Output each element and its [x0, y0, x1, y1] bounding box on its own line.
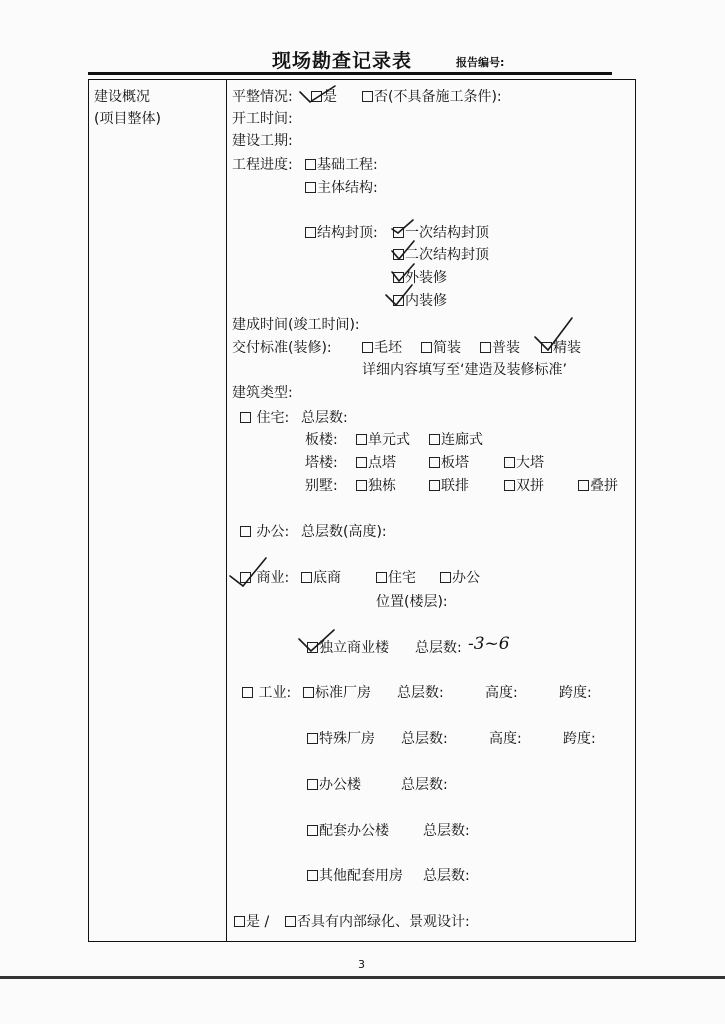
option-label: 标准厂房 — [315, 685, 371, 701]
option-label: 办公: — [256, 524, 290, 540]
option-label: 板塔 — [441, 455, 469, 471]
leveling-no-option[interactable] — [362, 89, 502, 105]
option-label: 否具有内部绿化、景观设计: — [297, 914, 470, 930]
option-label: 独立商业楼 — [319, 640, 389, 656]
option-label: 毛坯 — [374, 340, 402, 356]
slab-label: 板楼: — [305, 432, 338, 448]
villa-option[interactable] — [504, 478, 544, 494]
table-right-border — [635, 79, 636, 942]
topping-first-option[interactable] — [393, 225, 489, 241]
checkbox[interactable] — [429, 434, 440, 445]
delivery-option[interactable] — [421, 340, 461, 356]
exterior-option[interactable] — [393, 270, 447, 286]
standalone-floors-value: -3~6 — [468, 634, 510, 654]
option-label: 连廊式 — [441, 432, 483, 448]
option-label: 大塔 — [516, 455, 544, 471]
checkbox-checked[interactable] — [307, 642, 318, 653]
building-type-label: 建筑类型: — [232, 385, 293, 401]
header-rule — [88, 72, 612, 75]
height-label: 高度: — [485, 685, 518, 701]
residential-floors-label: 总层数: — [301, 410, 348, 426]
topping-second-option[interactable] — [393, 247, 489, 263]
option-label: 独栋 — [368, 478, 396, 494]
option-label: 内装修 — [405, 293, 447, 309]
option-label: 叠拼 — [590, 478, 618, 494]
checkbox[interactable] — [240, 412, 251, 423]
leveling-yes-option[interactable] — [311, 89, 337, 105]
delivery-option[interactable] — [541, 340, 581, 356]
checkbox[interactable] — [307, 870, 318, 881]
checkbox-checked[interactable] — [541, 342, 552, 353]
foundation-option[interactable] — [305, 157, 378, 173]
start-time-label: 开工时间: — [232, 111, 293, 127]
main-structure-option[interactable] — [305, 180, 378, 196]
option-label: 其他配套用房 — [319, 868, 403, 884]
checkbox-checked[interactable] — [393, 249, 404, 260]
position-label: 位置(楼层): — [376, 594, 448, 610]
checkbox[interactable] — [376, 572, 387, 583]
tower-option[interactable] — [429, 455, 469, 471]
option-label: 主体结构: — [317, 180, 378, 196]
checkbox[interactable] — [242, 687, 253, 698]
tower-option[interactable] — [356, 455, 396, 471]
completion-time-label: 建成时间(竣工时间): — [232, 317, 360, 333]
slab-option[interactable] — [356, 432, 410, 448]
commercial-sub-option[interactable] — [301, 570, 341, 586]
checkbox[interactable] — [240, 526, 251, 537]
residential-option[interactable] — [240, 410, 289, 426]
checkbox-checked[interactable] — [393, 227, 404, 238]
checkbox[interactable] — [356, 434, 367, 445]
villa-option[interactable] — [356, 478, 396, 494]
option-label: 基础工程: — [317, 157, 378, 173]
option-label: 特殊厂房 — [319, 731, 375, 747]
duration-label: 建设工期: — [232, 133, 293, 149]
landscape-yes-option[interactable] — [234, 914, 269, 930]
checkbox[interactable] — [362, 342, 373, 353]
progress-label: 工程进度: — [232, 157, 293, 173]
leveling-label: 平整情况: — [232, 89, 293, 105]
landscape-no-option[interactable] — [285, 914, 470, 930]
span-label: 跨度: — [563, 731, 596, 747]
option-label: 住宅 — [388, 570, 416, 586]
checkbox[interactable] — [307, 779, 318, 790]
option-label: 办公 — [452, 570, 480, 586]
option-label: 结构封顶: — [317, 225, 378, 241]
commercial-sub-option[interactable] — [376, 570, 416, 586]
option-label: 是 / — [246, 914, 270, 930]
interior-option[interactable] — [393, 293, 447, 309]
checkbox[interactable] — [356, 480, 367, 491]
option-label: 二次结构封顶 — [405, 247, 489, 263]
checkbox[interactable] — [440, 572, 451, 583]
tower-label: 塔楼: — [305, 455, 338, 471]
checkbox[interactable] — [362, 91, 373, 102]
delivery-label: 交付标准(装修): — [232, 340, 332, 356]
checkbox-checked[interactable] — [393, 272, 404, 283]
option-label: 联排 — [441, 478, 469, 494]
checkbox[interactable] — [285, 916, 296, 927]
villa-option[interactable] — [429, 478, 469, 494]
checkbox[interactable] — [234, 916, 245, 927]
floors-label: 总层数: — [397, 685, 444, 701]
checkbox[interactable] — [301, 572, 312, 583]
villa-option[interactable] — [578, 478, 618, 494]
checkbox[interactable] — [305, 227, 316, 238]
standalone-floors-label: 总层数: — [415, 640, 462, 656]
table-top-border — [88, 79, 636, 80]
floors-label: 总层数: — [423, 868, 470, 884]
option-label: 一次结构封顶 — [405, 225, 489, 241]
delivery-option[interactable] — [480, 340, 520, 356]
commercial-sub-option[interactable] — [440, 570, 480, 586]
checkbox[interactable] — [356, 457, 367, 468]
section-name: 建设概况 — [94, 89, 150, 105]
scan-edge-line — [0, 976, 725, 979]
industrial-option[interactable] — [242, 685, 291, 701]
page-number: 3 — [358, 958, 365, 971]
office-option[interactable] — [240, 524, 289, 540]
support-office-option[interactable] — [307, 823, 389, 839]
office-floors-label: 总层数(高度): — [301, 524, 387, 540]
table-left-border — [88, 79, 89, 942]
option-label: 否(不具备施工条件): — [374, 89, 502, 105]
floors-label: 总层数: — [401, 731, 448, 747]
option-label: 住宅: — [256, 410, 290, 426]
checkbox[interactable] — [303, 687, 314, 698]
tower-option[interactable] — [504, 455, 544, 471]
checkbox[interactable] — [504, 480, 515, 491]
option-label: 简装 — [433, 340, 461, 356]
option-label: 外装修 — [405, 270, 447, 286]
option-label: 配套办公楼 — [319, 823, 389, 839]
floors-label: 总层数: — [401, 777, 448, 793]
option-label: 双拼 — [516, 478, 544, 494]
checkbox[interactable] — [429, 457, 440, 468]
height-label: 高度: — [489, 731, 522, 747]
delivery-option[interactable] — [362, 340, 402, 356]
option-label: 单元式 — [368, 432, 410, 448]
checkbox[interactable] — [578, 480, 589, 491]
checkbox[interactable] — [307, 825, 318, 836]
option-label: 普装 — [492, 340, 520, 356]
table-column-divider — [226, 79, 227, 942]
checkbox[interactable] — [504, 457, 515, 468]
delivery-note: 详细内容填写至‘建造及装修标准’ — [362, 362, 567, 378]
floors-label: 总层数: — [423, 823, 470, 839]
checkbox[interactable] — [307, 733, 318, 744]
commercial-option[interactable] — [240, 570, 289, 586]
span-label: 跨度: — [559, 685, 592, 701]
checkbox[interactable] — [429, 480, 440, 491]
option-label: 精装 — [553, 340, 581, 356]
other-support-option[interactable] — [307, 868, 403, 884]
page-title: 现场勘查记录表 — [272, 50, 413, 72]
report-number-label: 报告编号: — [456, 56, 505, 69]
option-label: 是 — [323, 89, 337, 105]
slab-option[interactable] — [429, 432, 483, 448]
option-label: 商业: — [256, 570, 290, 586]
checkbox-checked[interactable] — [240, 572, 251, 583]
option-label: 底商 — [313, 570, 341, 586]
office-bldg-option[interactable] — [307, 777, 361, 793]
checkbox[interactable] — [421, 342, 432, 353]
section-scope: (项目整体) — [94, 111, 161, 127]
special-plant-option[interactable] — [307, 731, 375, 747]
checkbox[interactable] — [480, 342, 491, 353]
topping-option[interactable] — [305, 225, 378, 241]
std-plant-option[interactable] — [303, 685, 371, 701]
option-label: 办公楼 — [319, 777, 361, 793]
checkbox-checked[interactable] — [311, 91, 322, 102]
villa-label: 别墅: — [305, 478, 338, 494]
checkbox[interactable] — [305, 182, 316, 193]
option-label: 点塔 — [368, 455, 396, 471]
standalone-option[interactable] — [307, 640, 389, 656]
option-label: 工业: — [258, 685, 292, 701]
checkbox[interactable] — [305, 159, 316, 170]
checkbox-checked[interactable] — [393, 295, 404, 306]
table-bottom-border — [88, 941, 636, 942]
